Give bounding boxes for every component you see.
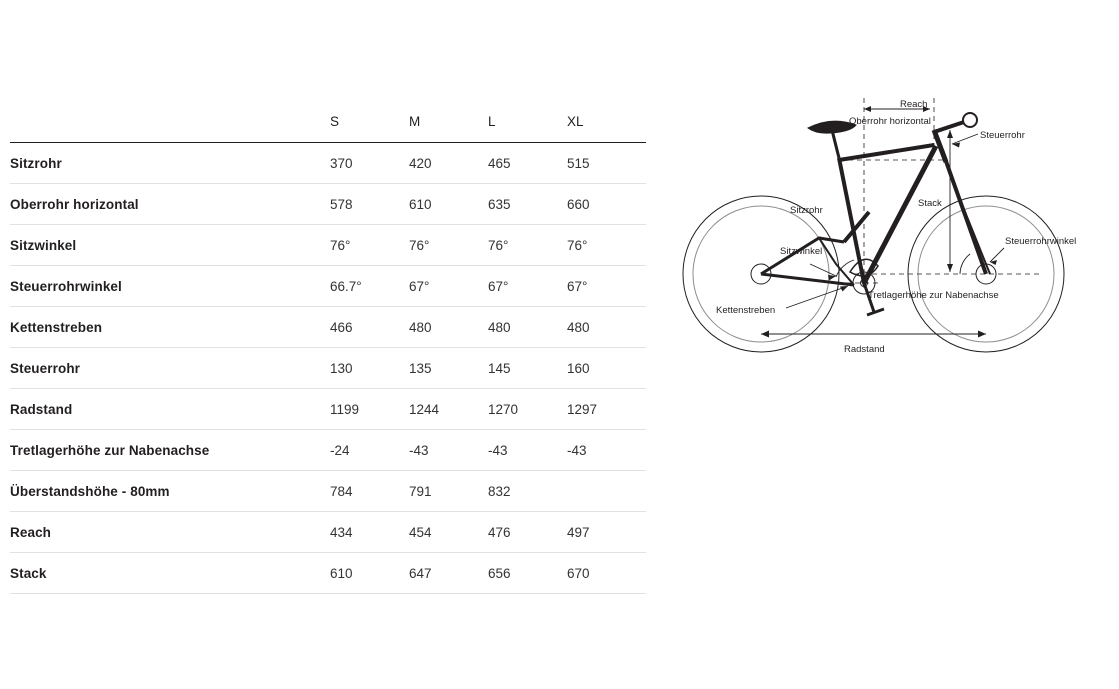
table-row [10, 266, 646, 307]
cell-kettenstreben-l: 480 [488, 319, 511, 335]
cell-radstand-xl: 1297 [567, 401, 598, 417]
geometry-table [10, 104, 646, 594]
row-label-kettenstreben: Kettenstreben [10, 319, 103, 335]
sitzwinkel-leader [810, 264, 836, 276]
table-row [10, 389, 646, 430]
steuerrohrwinkel-leader [990, 248, 1004, 262]
cell-reach-l: 476 [488, 524, 511, 540]
diagram-label-tretlagerhoehe: Tretlagerhöhe zur Nabenachse [868, 290, 999, 301]
cell-ueberstandshoehe-l: 832 [488, 483, 511, 499]
row-label-reach: Reach [10, 524, 52, 540]
kettenstreben-arrow-head [840, 286, 848, 292]
diagram-label-steuerrohr: Steuerrohr [980, 130, 1025, 141]
pedal [867, 309, 884, 315]
cell-ueberstandshoehe-s: 784 [330, 483, 353, 499]
cell-sitzwinkel-s: 76° [330, 237, 351, 253]
table-row [10, 512, 646, 553]
column-header-s: S [330, 113, 340, 129]
row-label-steuerrohrwinkel: Steuerrohrwinkel [10, 278, 122, 294]
radstand-arrow-head-right [978, 331, 986, 338]
table-row [10, 348, 646, 389]
radstand-arrow-head-left [761, 331, 769, 338]
fork-lower [949, 172, 990, 274]
cell-sitzrohr-xl: 515 [567, 155, 590, 171]
row-label-oberrohr-horizontal: Oberrohr horizontal [10, 196, 139, 212]
cell-radstand-l: 1270 [488, 401, 519, 417]
cell-sitzrohr-s: 370 [330, 155, 353, 171]
cell-steuerrohr-l: 145 [488, 360, 511, 376]
table-head [10, 104, 646, 143]
rocker-link [819, 238, 854, 285]
cell-reach-m: 454 [409, 524, 432, 540]
row-label-sitzwinkel: Sitzwinkel [10, 237, 77, 253]
cell-steuerrohrwinkel-l: 67° [488, 278, 509, 294]
row-label-radstand: Radstand [10, 401, 73, 417]
table-row [10, 430, 646, 471]
cell-oberrohr-xl: 660 [567, 196, 590, 212]
column-header-l: L [488, 113, 496, 129]
cell-steuerrohr-xl: 160 [567, 360, 590, 376]
handlebar [963, 113, 977, 127]
cell-radstand-m: 1244 [409, 401, 440, 417]
cell-sitzwinkel-xl: 76° [567, 237, 588, 253]
diagram-label-stack: Stack [918, 198, 942, 209]
steuerrohrwinkel-arc [960, 254, 970, 274]
column-header-m: M [409, 113, 421, 129]
cell-tretlagerhoehe-m: -43 [409, 442, 429, 458]
cell-oberrohr-s: 578 [330, 196, 353, 212]
bike-geometry-diagram [668, 86, 1108, 376]
cell-steuerrohr-s: 130 [330, 360, 353, 376]
cell-sitzrohr-l: 465 [488, 155, 511, 171]
cell-radstand-s: 1199 [330, 401, 360, 417]
fork [942, 150, 986, 274]
diagram-label-oberrohr-horizontal: Oberrohr horizontal [849, 116, 931, 127]
diagram-label-sitzwinkel: Sitzwinkel [780, 246, 823, 257]
diagram-label-sitzrohr: Sitzrohr [790, 205, 823, 216]
table-header-row [10, 104, 646, 143]
steuerrohr-leader [952, 134, 978, 144]
cell-stack-s: 610 [330, 565, 353, 581]
cell-kettenstreben-xl: 480 [567, 319, 590, 335]
stack-arrow-head-top [947, 130, 953, 138]
row-label-tretlagerhoehe: Tretlagerhöhe zur Nabenachse [10, 442, 210, 458]
cell-steuerrohrwinkel-m: 67° [409, 278, 430, 294]
cell-stack-m: 647 [409, 565, 432, 581]
cell-kettenstreben-s: 466 [330, 319, 353, 335]
column-header-xl: XL [567, 113, 584, 129]
cell-stack-l: 656 [488, 565, 511, 581]
table-row [10, 471, 646, 512]
seatpost [832, 130, 839, 158]
table-row [10, 225, 646, 266]
row-label-steuerrohr: Steuerrohr [10, 360, 81, 376]
cell-sitzwinkel-l: 76° [488, 237, 509, 253]
diagram-label-radstand: Radstand [844, 344, 885, 355]
diagram-label-steuerrohrwinkel: Steuerrohrwinkel [1005, 236, 1077, 247]
cell-tretlagerhoehe-s: -24 [330, 442, 350, 458]
kettenstreben-leader [786, 286, 848, 308]
stack-arrow-head-bottom [947, 264, 953, 272]
cell-steuerrohrwinkel-xl: 67° [567, 278, 588, 294]
cell-sitzwinkel-m: 76° [409, 237, 430, 253]
cell-reach-s: 434 [330, 524, 353, 540]
cell-ueberstandshoehe-m: 791 [409, 483, 432, 499]
stem [934, 122, 964, 132]
cell-tretlagerhoehe-xl: -43 [567, 442, 587, 458]
table-row [10, 307, 646, 348]
cell-reach-xl: 497 [567, 524, 590, 540]
table-row [10, 143, 646, 184]
cell-oberrohr-l: 635 [488, 196, 511, 212]
row-label-sitzrohr: Sitzrohr [10, 155, 62, 171]
diagram-label-reach: Reach [900, 99, 928, 110]
cell-ueberstandshoehe-xl [567, 471, 646, 512]
cell-tretlagerhoehe-l: -43 [488, 442, 508, 458]
table-row [10, 553, 646, 594]
cell-sitzrohr-m: 420 [409, 155, 432, 171]
table-body [10, 143, 646, 594]
table-row [10, 184, 646, 225]
row-label-stack: Stack [10, 565, 47, 581]
cell-kettenstreben-m: 480 [409, 319, 432, 335]
column-header-label [10, 104, 330, 143]
diagram-label-kettenstreben: Kettenstreben [716, 305, 776, 316]
cell-stack-xl: 670 [567, 565, 590, 581]
cell-steuerrohr-m: 135 [409, 360, 432, 376]
row-label-ueberstandshoehe: Überstandshöhe - 80mm [10, 483, 170, 499]
cell-steuerrohrwinkel-s: 66.7° [330, 278, 362, 294]
top-tube [839, 145, 934, 160]
reach-arrow-head-left [864, 106, 871, 112]
cell-oberrohr-m: 610 [409, 196, 432, 212]
